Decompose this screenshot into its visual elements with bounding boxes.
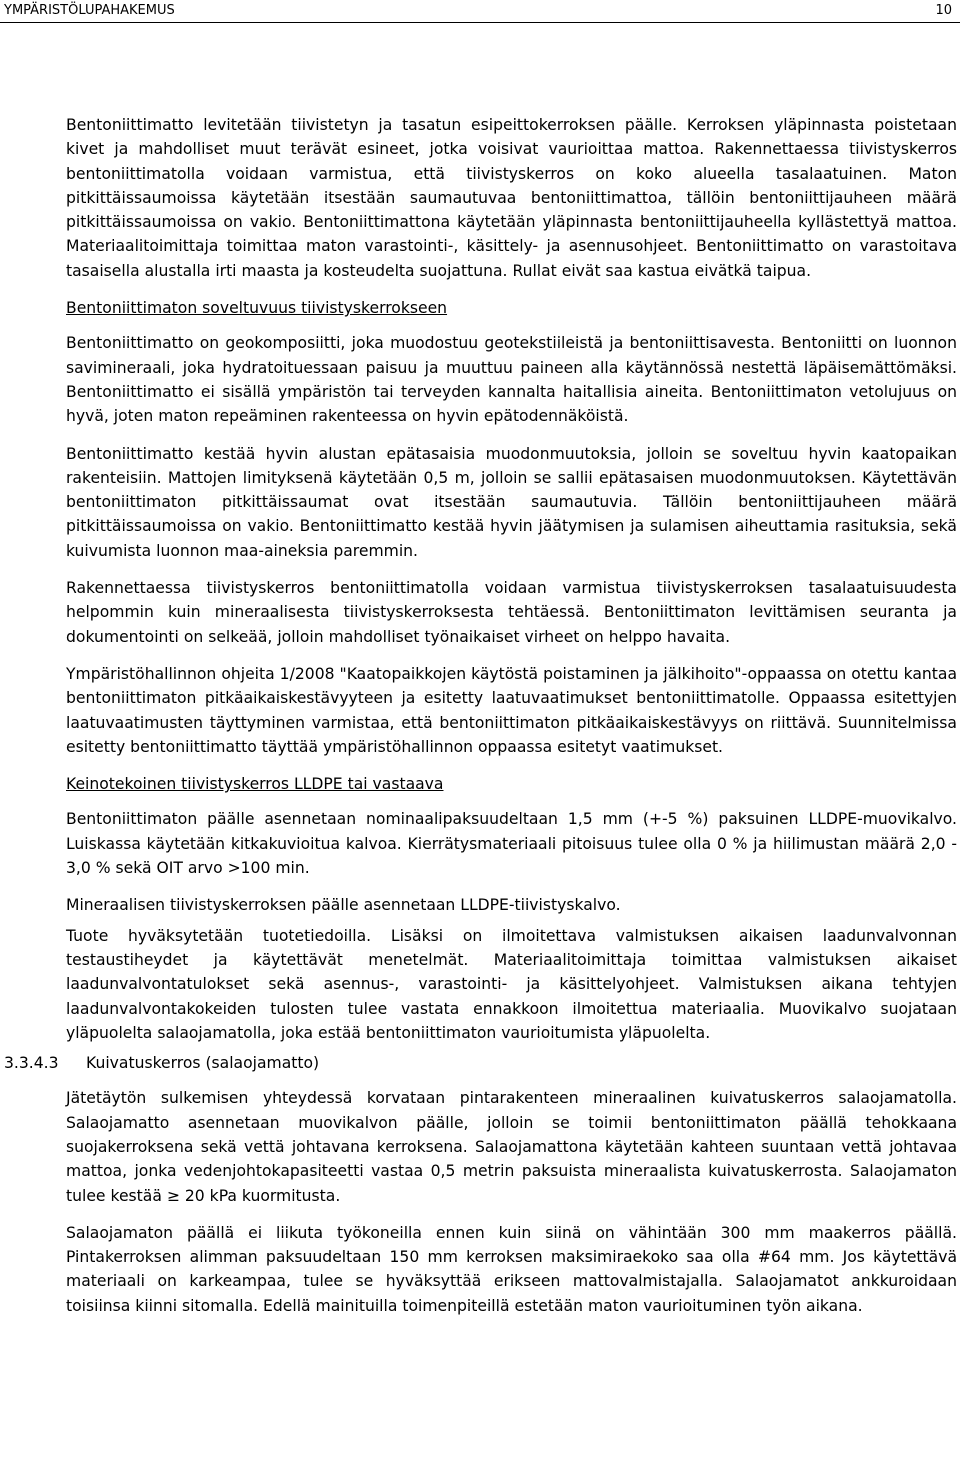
page-header <box>0 0 960 23</box>
paragraph-lldpe-mineral: Mineraalisen tiivistyskerroksen päälle asennetaan LLDPE-tiivistyskalvo. <box>66 896 621 915</box>
heading-lldpe: Keinotekoinen tiivistyskerros LLDPE tai vastaava <box>66 775 444 794</box>
paragraph-drainage-protection: Salaojamaton päällä ei liikuta työkoneilla ennen kuin siinä on vähintään 300 mm maakerros päällä. Pintakerroksen alimman paksuudeltaan 150 mm kerroksen maksimiraekoko saa olla #64 mm. Jos käytettävä materiaali on karkeampaa, tulee se hyväksyttää erikseen mattovalmistajalla. Salaojamatot ankkuroidaan toisiinsa kiinni sitomalla. Edellä mainituilla toimenpiteillä estetään maton vaurioituminen työn aikana. <box>66 1223 957 1315</box>
heading-suitability: Bentoniittimaton soveltuvuus tiivistyskerrokseen <box>66 299 448 318</box>
section-number: 3.3.4.3 <box>4 1054 59 1073</box>
paragraph-lldpe-spec: Bentoniittimaton päälle asennetaan nominaalipaksuudeltaan 1,5 mm (+-5 %) paksuinen LLDPE-muovikalvo. Luiskassa käytetään kitkakuvioitua kalvoa. Kierrätysmateriaali pitoisuus tulee olla 0 % ja hiilimustan määrä 2,0 - 3,0 % sekä OIT arvo >100 min. <box>66 810 957 878</box>
document-body <box>4 113 957 1331</box>
document-title: YMPÄRISTÖLUPAHAKEMUS <box>4 3 175 18</box>
paragraph-installation: Bentoniittimatto levitetään tiivistetyn ja tasatun esipeittokerroksen päälle. Kerroksen yläpinnasta poistetaan kivet ja mahdolliset muut terävät esineet, jotka voisivat vaurioittaa mattoa. Rakennettaessa tiivistyskerros bentoniittimatolla voidaan varmistua, että tiivistyskerros on koko alueella tasalaatuinen. Maton pitkittäissaumoissa käytetään itsestään saumautuvaa bentoniittimattoa, tällöin bentoniittijauheen määrä pitkittäissaumoissa on vakio. Bentoniittimattona käytetään yläpinnasta bentoniittijauheella kyllästettyä mattoa. Materiaalitoimittaja toimittaa maton varastointi-, käsittely- ja asennusohjeet. Bentoniittimatto on varastoitava tasaisella alustalla irti maasta ja kosteudelta suojattuna. Rullat eivät saa kastua eivätkä taipua. <box>66 116 957 280</box>
section-title: Kuivatuskerros (salaojamatto) <box>86 1054 320 1073</box>
paragraph-product-approval: Tuote hyväksytetään tuotetiedoilla. Lisäksi on ilmoitettava valmistuksen aikaisen laadunvalvonnan testaustiheydet ja käytettävät menetelmät. Materiaalitoimittaja toimittaa valmistuksen aikaiset laadunvalvontatulokset sekä asennus-, varastointi- ja käsittelyohjeet. Valmistuksen aikana tehtyjen laadunvalvontakokeiden tulosten tulee vastata ennakkoon ilmoitettua materiaalia. Muovikalvo suojataan yläpuolelta salaojamatolla, joka estää bentoniittimaton vaurioitumista yläpuolelta. <box>66 926 957 1042</box>
page-number: 10 <box>935 3 952 18</box>
paragraph-geocomposite: Bentoniittimatto on geokomposiitti, joka muodostuu geotekstiileistä ja bentoniittisavesta. Bentoniitti on luonnon savimineraali, joka hydratoituessaan paisuu ja muuttuu paineen alla käytännössä nestettä läpäisemättömäksi. Bentoniittimatto ei sisällä ympäristön tai terveyden kannalta haitallisia aineita. Bentoniittimaton vetolujuus on hyvä, joten maton repeäminen rakenteessa on hyvin epätodennäköistä. <box>66 334 957 426</box>
paragraph-drainage-mat: Jätetäytön sulkemisen yhteydessä korvataan pintarakenteen mineraalinen kuivatuskerros salaojamatolla. Salaojamatto asennetaan muovikalvon päälle, jolloin se toimii bentoniittimaton päällä tehokkaana suojakerroksena sekä vettä johtavana kerroksena. Salaojamattona käytetään kahteen suuntaan vettä johtavaa mattoa, jonka vedenjohtokapasiteetti vastaa 0,5 metrin paksuista mineraalista kuivatuskerrosta. Salaojamaton tulee kestää ≥ 20 kPa kuormitusta. <box>66 1089 957 1205</box>
paragraph-guidelines: Ympäristöhallinnon ohjeita 1/2008 "Kaatopaikkojen käytöstä poistaminen ja jälkihoito"-oppaassa on otettu kantaa bentoniittimaton pitkäaikaiskestävyyteen ja esitetty laatuvaatimukset bentoniittimatolle. Oppaassa esitettyjen laatuvaatimusten täyttyminen varmistaa, että bentoniittimaton pitkäaikaiskestävyys on riittävä. Suunnitelmissa esitetty bentoniittimatto täyttää ympäristöhallinnon oppaassa esitetyt vaatimukset. <box>66 664 957 756</box>
paragraph-quality: Rakennettaessa tiivistyskerros bentoniittimatolla voidaan varmistua tiivistyskerroksen tasalaatuisuudesta helpommin kuin mineraalisesta tiivistyskerroksesta tehtäessä. Bentoniittimaton levittämisen seuranta ja dokumentointi on selkeää, jolloin mahdolliset työnaikaiset virheet on helppo havaita. <box>66 579 957 646</box>
paragraph-deformation: Bentoniittimatto kestää hyvin alustan epätasaisia muodonmuutoksia, jolloin se soveltuu hyvin kaatopaikan rakenteisiin. Mattojen limityksenä käytetään 0,5 m, jolloin se sallii epätasaisen muodonmuutoksen. Käytettävän bentoniittimaton pitkittäissaumat ovat itsestään saumautuvia. Tällöin bentoniittijauheen määrä pitkittäissaumoissa on vakio. Bentoniittimatto kestää hyvin jäätymisen ja sulamisen aiheuttamia rasituksia, sekä kuivumista luonnon maa-aineksia paremmin. <box>66 444 957 560</box>
section-heading-drainage <box>4 1051 957 1075</box>
